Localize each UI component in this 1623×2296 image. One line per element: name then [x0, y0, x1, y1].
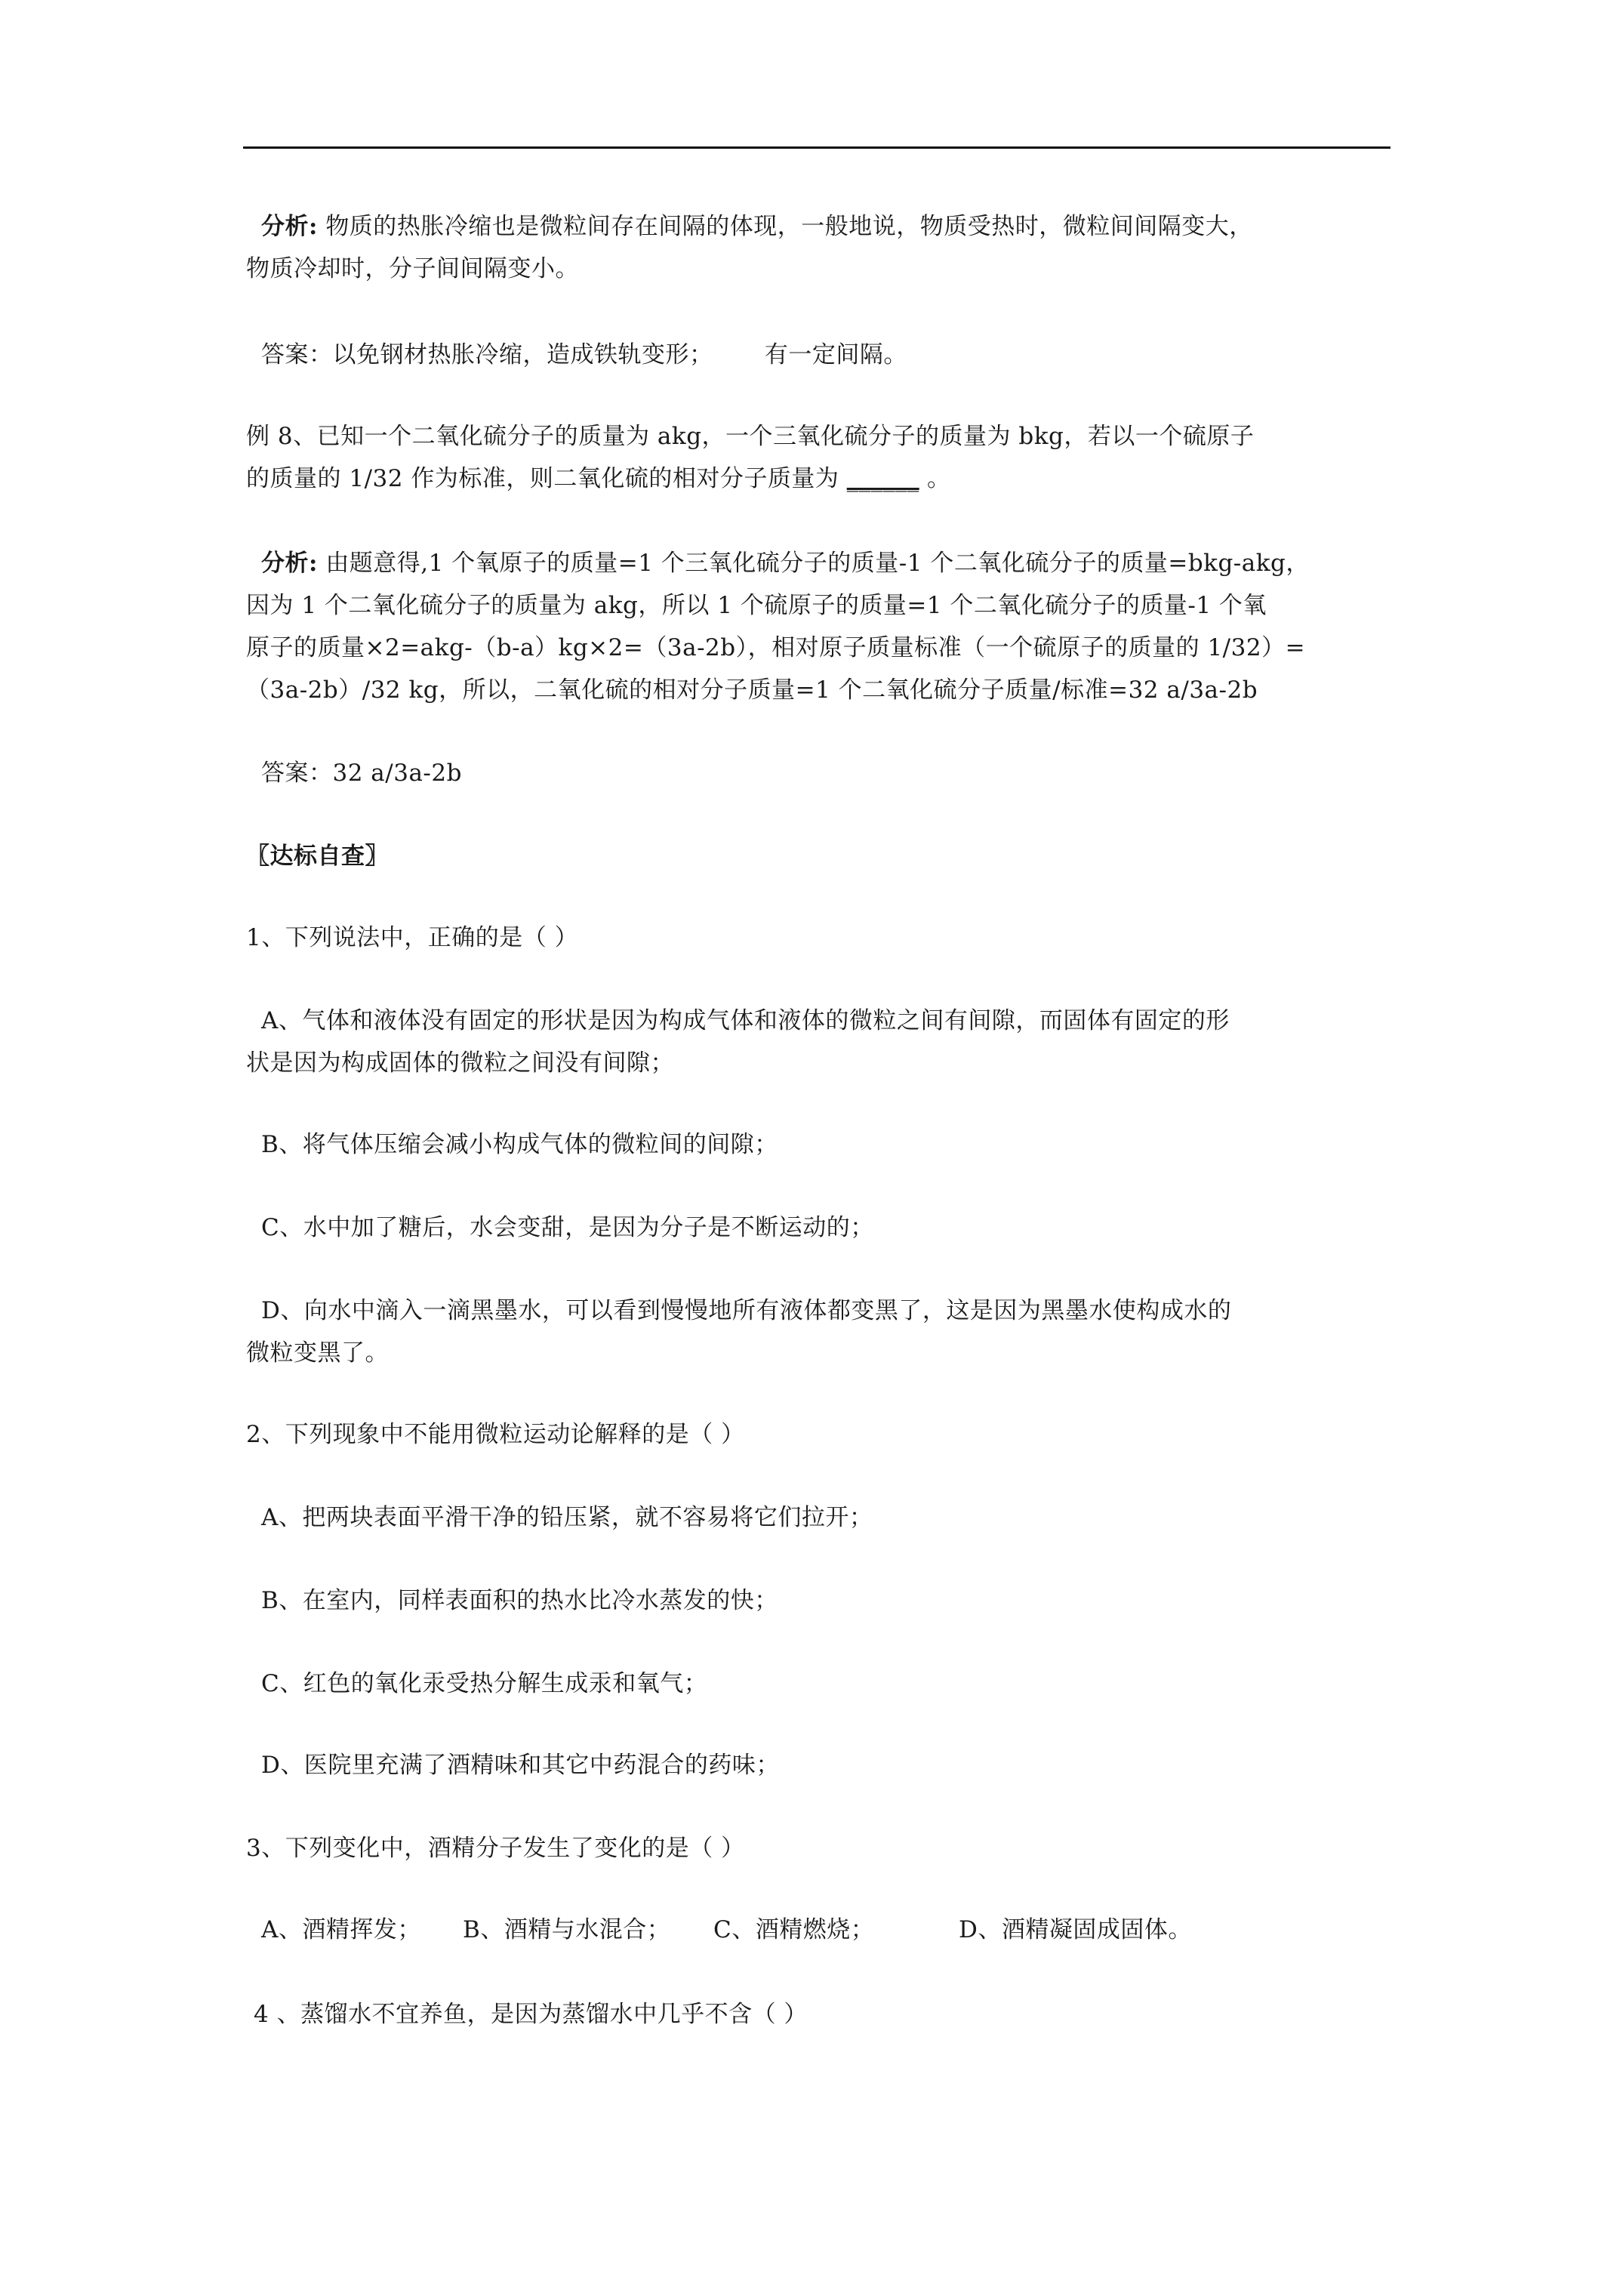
answer-text-2: 有一定间隔。	[764, 341, 907, 368]
header-rule	[243, 146, 1390, 149]
analysis-text: 由题意得,1 个氧原子的质量=1 个三氧化硫分子的质量-1 个二氧化硫分子的质量=bkg-akg，	[325, 550, 1310, 577]
answer7-line	[261, 340, 907, 370]
q3-option-d: D、酒精凝固成固体。	[959, 1916, 1192, 1943]
q2-option-b: B、在室内，同样表面积的热水比冷水蒸发的快；	[261, 1587, 778, 1614]
q1-option-d-line-1: D、向水中滴入一滴黑墨水，可以看到慢慢地所有液体都变黑了，这是因为黑墨水使构成水的	[261, 1297, 1232, 1324]
analysis-label: 分析:	[261, 550, 318, 577]
analysis8-line-2: 因为 1 个二氧化硫分子的质量为 akg，所以 1 个硫原子的质量=1 个二氧化硫分子的质量-1 个氧	[246, 592, 1267, 619]
section-title: 〖达标自查〗	[246, 843, 389, 870]
analysis8-line-1	[261, 548, 1310, 578]
q1-option-c: C、水中加了糖后，水会变甜，是因为分子是不断运动的；	[261, 1214, 874, 1241]
example8-line-2	[246, 464, 951, 494]
q3-option-c: C、酒精燃烧；	[713, 1916, 875, 1943]
analysis-label: 分析:	[261, 213, 318, 240]
q1-option-a-line-2: 状是因为构成固体的微粒之间没有间隙；	[246, 1049, 674, 1077]
analysis8-line-4: （3a-2b）/32 kg，所以，二氧化硫的相对分子质量=1 个二氧化硫分子质量/标准=32 a/3a-2b	[246, 676, 1258, 704]
q2-stem: 2、下列现象中不能用微粒运动论解释的是（ ）	[246, 1421, 745, 1448]
q3-option-a: A、酒精挥发；	[261, 1916, 421, 1943]
q1-option-b: B、将气体压缩会减小构成气体的微粒间的间隙；	[261, 1131, 778, 1158]
example8-end: 。	[927, 465, 951, 492]
q2-option-a: A、把两块表面平滑干净的铅压紧，就不容易将它们拉开；	[261, 1504, 873, 1531]
answer8-line: 答案：32 a/3a-2b	[261, 760, 462, 787]
example8-text: 的质量的 1/32 作为标准，则二氧化硫的相对分子质量为	[246, 465, 839, 492]
answer-blank: ______	[846, 465, 919, 492]
q2-option-c: C、红色的氧化汞受热分解生成汞和氧气；	[261, 1670, 708, 1697]
q1-stem: 1、下列说法中，正确的是（ ）	[246, 924, 579, 951]
example8-line-1: 例 8、已知一个二氧化硫分子的质量为 akg，一个三氧化硫分子的质量为 bkg，若以一个硫原子	[246, 423, 1255, 450]
q3-option-b: B、酒精与水混合；	[463, 1916, 671, 1943]
analysis8-line-3: 原子的质量×2=akg-（b-a）kg×2=（3a-2b），相对原子质量标准（一个硫原子的质量的 1/32）=	[246, 634, 1306, 661]
answer-text: 答案：以免钢材热胀冷缩，造成铁轨变形；	[261, 341, 713, 368]
q1-option-d-line-2: 微粒变黑了。	[246, 1339, 389, 1367]
q1-option-a-line-1: A、气体和液体没有固定的形状是因为构成气体和液体的微粒之间有间隙，而固体有固定的形	[261, 1007, 1230, 1034]
q3-stem: 3、下列变化中，酒精分子发生了变化的是（ ）	[246, 1835, 745, 1862]
analysis7-line-1	[261, 211, 1253, 242]
q2-option-d: D、医院里充满了酒精味和其它中药混合的药味；	[261, 1752, 780, 1779]
analysis7-line-2: 物质冷却时，分子间间隔变小。	[246, 255, 579, 282]
q4-stem: 4 、蒸馏水不宜养鱼，是因为蒸馏水中几乎不含（ ）	[254, 2001, 808, 2028]
analysis-text: 物质的热胀冷缩也是微粒间存在间隔的体现，一般地说，物质受热时，微粒间间隔变大，	[325, 213, 1253, 240]
